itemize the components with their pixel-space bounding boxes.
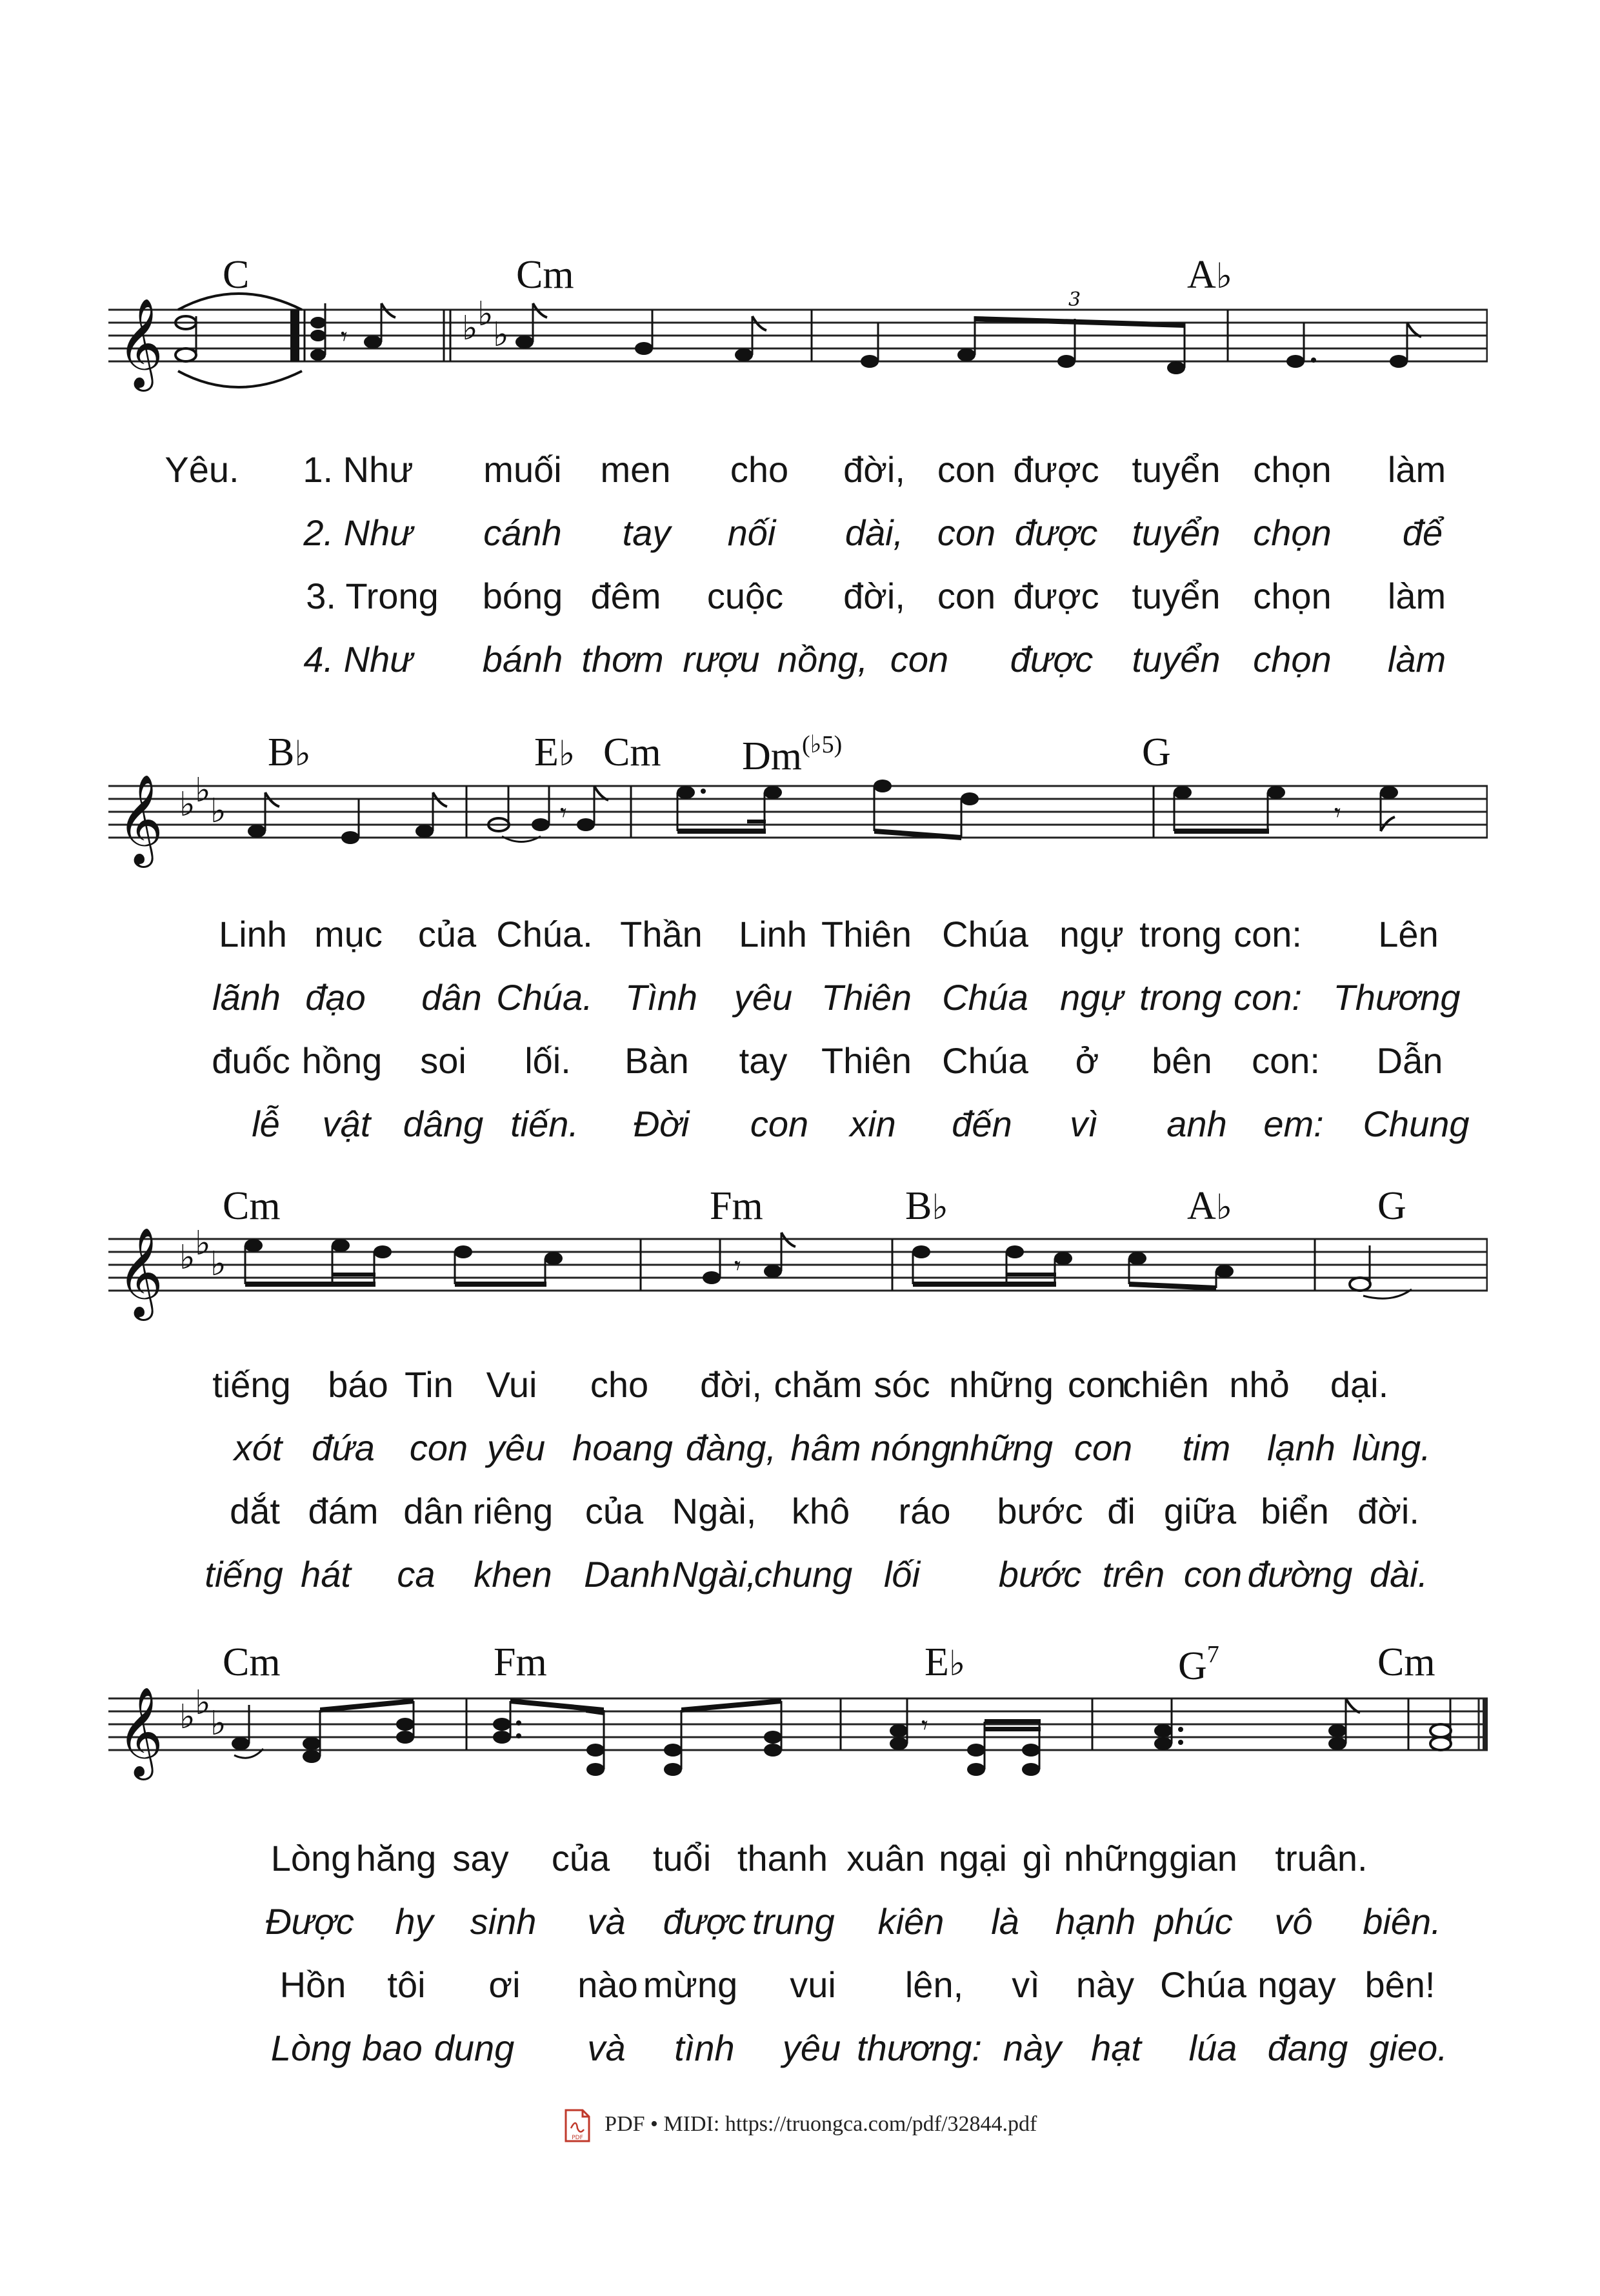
chord: Cm	[223, 1640, 281, 1684]
lyric-syllable: dại.	[1330, 1364, 1389, 1405]
lyric-syllable: con:	[1234, 914, 1302, 954]
lyric-syllable: dài,	[845, 512, 904, 553]
lyric-syllable: ngự	[1059, 914, 1124, 954]
lyric-syllable: được	[1014, 512, 1098, 553]
lyric-syllable: thương:	[857, 2028, 982, 2068]
lyric-syllable: biên.	[1363, 1901, 1441, 1942]
lyric-syllable: ngại	[939, 1838, 1007, 1878]
lyric-syllable: 1. Như	[303, 449, 414, 490]
lyric-syllable: con	[1074, 1427, 1133, 1468]
lyric-syllable: chiên	[1123, 1364, 1209, 1405]
lyric-syllable: men	[600, 449, 671, 490]
pdf-file-icon[interactable]	[563, 2109, 592, 2142]
lyric-syllable: những	[1063, 1838, 1169, 1878]
lyric-syllable: là	[991, 1901, 1019, 1942]
lyric-syllable: ngự	[1060, 977, 1123, 1018]
lyric-syllable: xin	[850, 1103, 896, 1144]
svg-text:♭: ♭	[462, 309, 478, 348]
lyric-syllable: chọn	[1253, 449, 1332, 490]
lyric-syllable: để	[1402, 512, 1443, 553]
lyric-syllable: tiến.	[510, 1103, 579, 1144]
lyric-syllable: hạt	[1091, 2028, 1141, 2068]
lyric-syllable: những	[948, 1364, 1054, 1405]
lyric-syllable: con	[937, 512, 996, 553]
chord: $Dm^{(♭5)}$	[742, 731, 843, 778]
lyric-syllable: tay	[739, 1040, 788, 1081]
lyric-syllable: Bàn	[625, 1040, 689, 1081]
lyric-syllable: dâng	[403, 1103, 484, 1144]
lyric-line-verse-1	[0, 1364, 1600, 1418]
lyric-line-verse-2	[0, 1427, 1600, 1482]
lyric-syllable: phúc	[1154, 1901, 1233, 1942]
lyric-line-verse-1	[0, 449, 1600, 503]
lyric-syllable: báo	[328, 1364, 388, 1405]
chord: E♭	[925, 1640, 966, 1684]
lyric-syllable: đường	[1247, 1554, 1353, 1595]
svg-text:𝄾: 𝄾	[1334, 798, 1341, 828]
svg-text:𝄞: 𝄞	[117, 1227, 163, 1317]
lyric-syllable: hy	[395, 1901, 434, 1942]
lyric-syllable: xót	[234, 1427, 283, 1468]
lyric-line-verse-3	[0, 578, 1600, 630]
music-staff	[108, 760, 1488, 915]
chord: A♭	[1187, 253, 1233, 297]
lyric-syllable: đi	[1107, 1491, 1135, 1531]
lyric-syllable: gieo.	[1369, 2028, 1448, 2068]
lyric-syllable: sinh	[470, 1901, 537, 1942]
lyric-syllable: soi	[420, 1040, 466, 1081]
svg-text:𝄞: 𝄞	[117, 298, 163, 388]
lyric-syllable: đời.	[1357, 1491, 1419, 1531]
lyric-syllable: của	[551, 1838, 610, 1878]
svg-text:𝄾: 𝄾	[560, 798, 567, 828]
lyric-syllable: vì	[1070, 1103, 1098, 1144]
lyric-syllable: đám	[308, 1491, 379, 1531]
chord: Fm	[494, 1640, 547, 1684]
lyric-syllable: Dẫn	[1376, 1040, 1443, 1081]
lyric-syllable: Thiên	[821, 1040, 912, 1081]
lyric-syllable: Chúa.	[496, 914, 593, 954]
lyric-syllable: Linh	[739, 914, 807, 954]
lyric-syllable: bao	[362, 2028, 423, 2068]
lyric-syllable: yêu	[486, 1427, 546, 1468]
lyric-syllable: vật	[322, 1103, 371, 1144]
lyric-syllable: Thiên	[821, 977, 912, 1018]
chord: Fm	[710, 1184, 763, 1228]
lyric-syllable: hạnh	[1055, 1901, 1136, 1942]
lyric-syllable: nào	[577, 1964, 638, 2005]
lyric-syllable: con	[409, 1427, 468, 1468]
lyric-syllable: đang	[1267, 2028, 1348, 2068]
footer	[0, 2109, 1600, 2142]
lyric-syllable: được	[1010, 639, 1094, 680]
lyric-syllable: Yêu.	[165, 449, 239, 490]
lyric-syllable: Linh	[219, 914, 287, 954]
lyric-syllable: ráo	[898, 1491, 951, 1531]
lyric-syllable: bên!	[1365, 1964, 1435, 2005]
lyric-syllable: được	[1013, 576, 1099, 616]
svg-text:♭: ♭	[195, 771, 211, 810]
lyric-syllable: và	[587, 2028, 626, 2068]
lyric-syllable: nóng	[870, 1427, 952, 1468]
lyric-line-verse-3	[0, 1493, 1600, 1545]
lyric-line-verse-2	[0, 977, 1600, 1031]
lyric-syllable: trung	[752, 1901, 835, 1942]
lyric-syllable: mừng	[643, 1964, 738, 2005]
svg-text:𝄞: 𝄞	[117, 1687, 163, 1777]
lyric-syllable: Hồn	[279, 1964, 346, 2005]
svg-text:♭: ♭	[210, 792, 226, 831]
svg-text:♭: ♭	[210, 1704, 226, 1743]
lyric-syllable: dung	[434, 2028, 515, 2068]
lyric-syllable: Lòng	[270, 2028, 352, 2068]
lyric-syllable: dân	[403, 1491, 464, 1531]
lyric-syllable: đời,	[700, 1364, 762, 1405]
lyric-syllable: tim	[1182, 1427, 1231, 1468]
lyric-syllable: vì	[1012, 1964, 1040, 2005]
lyric-syllable: giữa	[1163, 1491, 1237, 1531]
svg-text:𝄾: 𝄾	[341, 322, 348, 352]
lyric-syllable: làm	[1387, 639, 1446, 680]
chord: Cm	[516, 253, 574, 297]
footer-link-text[interactable]: PDF • MIDI: https://truongca.com/pdf/32844.pdf	[605, 2111, 1037, 2136]
lyric-syllable: 2. Như	[303, 512, 413, 553]
lyric-syllable: vui	[790, 1964, 836, 2005]
lyric-syllable: mục	[314, 914, 383, 954]
lyric-syllable: lễ	[252, 1103, 280, 1144]
lyric-syllable: xuân	[846, 1838, 925, 1878]
lyric-syllable: lối.	[525, 1040, 571, 1081]
lyric-syllable: riêng	[472, 1491, 554, 1531]
lyric-syllable: tuyển	[1132, 512, 1221, 553]
lyric-line-verse-4	[0, 1556, 1600, 1608]
lyric-syllable: Thần	[620, 914, 703, 954]
lyric-syllable: ở	[1075, 1040, 1099, 1081]
svg-text:♭: ♭	[179, 1238, 195, 1277]
lyric-syllable: yêu	[734, 977, 793, 1018]
chord: Cm	[1377, 1640, 1435, 1684]
lyric-syllable: đuốc	[212, 1040, 290, 1081]
lyric-syllable: con	[890, 639, 949, 680]
lyric-line-verse-3	[0, 1040, 1600, 1094]
lyric-syllable: Thiên	[821, 914, 912, 954]
lyric-syllable: tuyển	[1132, 639, 1221, 680]
lyric-syllable: tình	[674, 2028, 735, 2068]
lyric-line-verse-1	[0, 916, 1600, 968]
chord: Cm	[223, 1184, 281, 1228]
lyric-syllable: những	[949, 1427, 1054, 1468]
lyric-syllable: bước	[998, 1554, 1082, 1595]
lyric-syllable: truân.	[1275, 1838, 1368, 1878]
lyric-syllable: đời,	[843, 576, 905, 616]
lyric-syllable: chăm	[774, 1364, 863, 1405]
lyric-syllable: hát	[301, 1554, 351, 1595]
lyric-syllable: con	[750, 1103, 809, 1144]
lyric-syllable: con	[937, 449, 996, 490]
svg-text:♭: ♭	[493, 316, 509, 354]
chord: G	[1142, 730, 1171, 774]
lyric-syllable: trong	[1139, 914, 1222, 954]
lyric-syllable: Ngài,	[672, 1491, 757, 1531]
lyric-syllable: Chúa.	[496, 977, 593, 1018]
lyric-syllable: Vui	[486, 1364, 537, 1405]
lyric-syllable: con	[1067, 1364, 1126, 1405]
lyric-syllable: em:	[1263, 1103, 1324, 1144]
lyric-syllable: làm	[1387, 576, 1446, 616]
lyric-syllable: cho	[730, 449, 789, 490]
lyric-syllable: lên,	[905, 1964, 964, 2005]
svg-text:♭: ♭	[179, 1698, 195, 1737]
lyric-syllable: Danh	[584, 1554, 670, 1595]
lyric-syllable: Tình	[625, 977, 698, 1018]
lyric-syllable: tuyển	[1132, 576, 1221, 616]
lyric-syllable: Ngài,	[672, 1554, 757, 1595]
lyric-line-verse-2	[0, 512, 1600, 567]
lyric-syllable: ngay	[1257, 1964, 1336, 2005]
chord: $G^7$	[1178, 1641, 1219, 1688]
lyric-syllable: tuổi	[652, 1838, 712, 1878]
lyric-syllable: đời,	[843, 449, 905, 490]
lyric-syllable: Lòng	[270, 1838, 352, 1878]
chord: B♭	[905, 1184, 948, 1228]
lyric-syllable: chọn	[1253, 512, 1332, 553]
svg-text:𝄾: 𝄾	[734, 1251, 741, 1281]
lyric-syllable: sóc	[874, 1364, 930, 1405]
lyric-syllable: cánh	[483, 512, 562, 553]
svg-text:𝄾: 𝄾	[921, 1711, 928, 1740]
lyric-syllable: nối	[727, 512, 776, 553]
lyric-syllable: được	[663, 1901, 746, 1942]
lyric-syllable: nhỏ	[1229, 1364, 1290, 1405]
lyric-syllable: cho	[590, 1364, 649, 1405]
lyric-syllable: Chúa	[942, 914, 1028, 954]
music-staff	[108, 1213, 1488, 1368]
lyric-syllable: Chung	[1363, 1103, 1470, 1144]
lyric-syllable: muối	[483, 449, 562, 490]
svg-text:PDF: PDF	[571, 2135, 583, 2141]
chord: E♭	[534, 730, 575, 774]
chord: C	[223, 253, 250, 297]
lyric-syllable: yêu	[782, 2028, 841, 2068]
lyric-syllable: rượu	[683, 639, 760, 680]
lyric-syllable: bánh	[482, 639, 563, 680]
chord: G	[1377, 1184, 1406, 1228]
lyric-syllable: ơi	[488, 1964, 521, 2005]
lyric-syllable: lãnh	[212, 977, 281, 1018]
lyric-syllable: thanh	[737, 1838, 828, 1878]
lyric-syllable: hăng	[355, 1838, 437, 1878]
lyric-syllable: con:	[1234, 977, 1302, 1018]
lyric-syllable: này	[1003, 2028, 1062, 2068]
lyric-syllable: đến	[952, 1103, 1012, 1144]
lyric-syllable: dân	[421, 977, 482, 1018]
lyric-syllable: đạo	[305, 977, 366, 1018]
lyric-syllable: tiếng	[205, 1554, 283, 1595]
lyric-line-verse-4	[0, 641, 1600, 693]
lyric-syllable: Được	[265, 1901, 354, 1942]
lyric-syllable: gian	[1169, 1838, 1237, 1878]
chord: A♭	[1187, 1184, 1233, 1228]
lyric-syllable: 4. Như	[303, 639, 413, 680]
svg-text:♭: ♭	[195, 1684, 211, 1722]
lyric-line-verse-3	[0, 1964, 1600, 2019]
lyric-syllable: khô	[791, 1491, 850, 1531]
lyric-syllable: chung	[754, 1554, 853, 1595]
svg-text:♭: ♭	[179, 785, 195, 824]
chord: Cm	[603, 730, 661, 774]
lyric-syllable: bóng	[482, 576, 563, 616]
lyric-syllable: chọn	[1253, 639, 1332, 680]
lyric-syllable: ca	[397, 1554, 435, 1595]
lyric-line-verse-4	[0, 2030, 1600, 2082]
lyric-syllable: con	[937, 576, 996, 616]
lyric-syllable: làm	[1387, 449, 1446, 490]
svg-text:♭: ♭	[210, 1245, 226, 1284]
lyric-syllable: của	[585, 1491, 644, 1531]
lyric-syllable: chọn	[1253, 576, 1332, 616]
lyric-syllable: tiếng	[212, 1364, 291, 1405]
lyric-syllable: lúa	[1188, 2028, 1237, 2068]
lyric-syllable: vô	[1274, 1901, 1313, 1942]
chord: B♭	[268, 730, 311, 774]
lyric-syllable: Lên	[1378, 914, 1439, 954]
lyric-syllable: Chúa	[942, 1040, 1028, 1081]
lyric-syllable: trong	[1139, 977, 1222, 1018]
lyric-line-verse-2	[0, 1901, 1600, 1955]
lyric-syllable: được	[1013, 449, 1099, 490]
lyric-syllable: này	[1075, 1964, 1135, 2005]
lyric-syllable: tay	[622, 512, 671, 553]
lyric-syllable: hâm	[790, 1427, 861, 1468]
svg-text:♭: ♭	[195, 1224, 211, 1263]
music-staff	[108, 284, 1488, 439]
lyric-syllable: Thương	[1333, 977, 1461, 1018]
lyric-syllable: hồng	[301, 1040, 383, 1081]
lyric-syllable: khen	[474, 1554, 552, 1595]
lyric-syllable: và	[587, 1901, 626, 1942]
lyric-syllable: tuyển	[1132, 449, 1221, 490]
lyric-syllable: bước	[997, 1491, 1083, 1531]
lyric-syllable: hoang	[572, 1427, 673, 1468]
lyric-syllable: kiên	[877, 1901, 945, 1942]
music-staff	[108, 1673, 1488, 1828]
lyric-syllable: Chúa	[1160, 1964, 1246, 2005]
lyric-syllable: 3. Trong	[306, 576, 439, 616]
lyric-syllable: của	[417, 914, 477, 954]
lyric-syllable: bên	[1152, 1040, 1212, 1081]
lyric-syllable: con:	[1252, 1040, 1320, 1081]
lyric-syllable: dài.	[1369, 1554, 1428, 1595]
lyric-syllable: Tin	[405, 1364, 454, 1405]
lyric-syllable: đàng,	[685, 1427, 777, 1468]
lyric-line-verse-1	[0, 1840, 1600, 1892]
lyric-syllable: cuộc	[706, 576, 784, 616]
lyric-syllable: say	[452, 1838, 509, 1878]
lyric-syllable: thơm	[581, 639, 664, 680]
lyric-syllable: đứa	[312, 1427, 375, 1468]
lyric-syllable: lối	[883, 1554, 921, 1595]
lyric-syllable: đêm	[590, 576, 661, 616]
lyric-syllable: tôi	[387, 1964, 426, 2005]
svg-text:3: 3	[1068, 288, 1081, 311]
lyric-syllable: biển	[1261, 1491, 1329, 1531]
lyric-syllable: lạnh	[1267, 1427, 1335, 1468]
lyric-syllable: con	[1183, 1554, 1243, 1595]
lyric-syllable: trên	[1102, 1554, 1165, 1595]
lyric-line-verse-4	[0, 1103, 1600, 1158]
lyric-syllable: lùng.	[1352, 1427, 1431, 1468]
lyric-syllable: gì	[1022, 1838, 1053, 1878]
lyric-syllable: dắt	[230, 1491, 280, 1531]
lyric-syllable: Đời	[633, 1103, 690, 1144]
svg-text:♭: ♭	[477, 295, 494, 334]
svg-text:𝄞: 𝄞	[117, 774, 163, 864]
lyric-syllable: nồng,	[777, 639, 868, 680]
lyric-syllable: anh	[1166, 1103, 1227, 1144]
lyric-syllable: Chúa	[942, 977, 1028, 1018]
